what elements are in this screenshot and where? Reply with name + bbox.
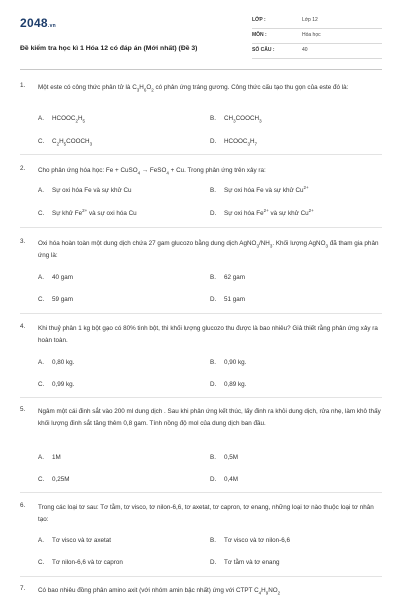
option-text: Sự oxi hóa $Fe^{2+}$ và sự khử $Cu^{2+}$ <box>224 207 314 217</box>
option-text: 0,5M <box>224 454 238 461</box>
meta-value: 40 <box>302 47 308 53</box>
question-divider <box>20 313 382 314</box>
option-letter: D. <box>210 210 217 217</box>
option-letter: C. <box>38 138 45 145</box>
option-letter: B. <box>210 274 216 281</box>
option-a[interactable] <box>38 274 73 281</box>
option-d[interactable] <box>210 138 257 145</box>
option-letter: D. <box>210 559 217 566</box>
option-letter: A. <box>38 359 44 366</box>
question-divider <box>20 576 382 577</box>
option-letter: C. <box>38 210 45 217</box>
option-text: Sự oxi hóa Fe và sự khử $Cu^{2+}$ <box>224 184 309 194</box>
option-b[interactable] <box>210 359 246 366</box>
option-text: 1M <box>52 454 61 461</box>
site-logo[interactable] <box>20 16 56 30</box>
option-c[interactable] <box>38 296 73 303</box>
option-c[interactable] <box>38 138 92 145</box>
meta-row-count <box>252 44 382 59</box>
option-text: 0,80 kg. <box>52 359 75 366</box>
option-text: 0,89 kg. <box>224 381 247 388</box>
header-divider <box>20 69 382 70</box>
option-a[interactable] <box>38 115 85 122</box>
option-letter: A. <box>38 537 44 544</box>
option-text: $C_2H_5COOCH_3$ <box>52 138 93 147</box>
option-d[interactable] <box>210 296 245 303</box>
option-letter: B. <box>210 454 216 461</box>
meta-key: LỚP : <box>252 17 266 23</box>
option-b[interactable] <box>210 184 309 194</box>
option-letter: C. <box>38 296 45 303</box>
option-text: 0,99 kg. <box>52 381 75 388</box>
question-text: Khi thuỷ phân 1 kg bột gạo có 80% tinh bột, thì khối lượng glucozo thu được là bao nhiêu? Giả thiết rằng phản ứng xảy ra hoàn toàn. <box>38 325 378 344</box>
document-header <box>20 14 382 64</box>
exam-meta-table <box>252 14 382 59</box>
option-c[interactable] <box>38 476 70 483</box>
option-text: 51 gam <box>224 296 246 303</box>
option-b[interactable] <box>210 115 262 122</box>
question-number: 3. <box>20 238 26 245</box>
option-letter: A. <box>38 454 44 461</box>
question-number: 4. <box>20 323 26 330</box>
option-letter: B. <box>210 187 216 194</box>
option-c[interactable] <box>38 559 123 566</box>
option-letter: D. <box>210 381 217 388</box>
question-divider <box>20 397 382 398</box>
option-letter: A. <box>38 274 44 281</box>
option-text: Tơ visco và tơ nilon-6,6 <box>224 537 291 544</box>
option-a[interactable] <box>38 359 74 366</box>
option-d[interactable] <box>210 476 238 483</box>
meta-row-subject <box>252 29 382 44</box>
option-text: $CH_3COOCH_3$ <box>224 115 262 124</box>
question-number: 2. <box>20 165 26 172</box>
meta-value: Hóa học <box>302 32 321 38</box>
option-text: 0,4M <box>224 476 238 483</box>
question-divider <box>20 227 382 228</box>
option-letter: C. <box>38 559 45 566</box>
question-text: Ngâm một cái đinh sắt vào 200 ml dung dịch . Sau khi phản ứng kết thúc, lấy đinh ra khỏi dung dịch, rửa nhẹ, làm khô thấy khối lượng đinh sắt tăng thêm 0,8 gam. Tính nồng độ mol của dung dịch ban đầu. <box>38 408 381 427</box>
option-text: 0,25M <box>52 476 70 483</box>
question-text: Oxi hóa hoàn toàn một dung dịch chứa 27 gam glucozo bằng dung dịch $AgNO_3/NH_3$. Khối lượng AgNO$_3$ đã tham gia phản ứng là: <box>38 240 379 259</box>
option-text: Tơ tằm và tơ enang <box>224 559 280 566</box>
option-letter: A. <box>38 187 44 194</box>
option-letter: D. <box>210 138 217 145</box>
meta-row-class <box>252 14 382 29</box>
option-letter: B. <box>210 359 216 366</box>
option-letter: C. <box>38 476 45 483</box>
option-d[interactable] <box>210 381 246 388</box>
option-text: 0,90 kg. <box>224 359 247 366</box>
option-text: $HCOOC_2H_5$ <box>52 115 86 124</box>
option-text: Tơ nilon-6,6 và tơ capron <box>52 559 123 566</box>
option-b[interactable] <box>210 274 245 281</box>
option-letter: D. <box>210 476 217 483</box>
option-d[interactable] <box>210 559 280 566</box>
logo-suffix: .vn <box>47 23 57 29</box>
option-letter: B. <box>210 115 216 122</box>
option-letter: D. <box>210 296 217 303</box>
question-text: Cho phản ứng hóa học: Fe + CuSO$_4$ → FeSO$_4$ + Cu. Trong phản ứng trên xảy ra: <box>38 167 266 176</box>
option-text: 40 gam <box>52 274 74 281</box>
option-text: 59 gam <box>52 296 74 303</box>
logo-text: 2048 <box>20 16 48 30</box>
option-b[interactable] <box>210 537 290 544</box>
option-a[interactable] <box>38 537 111 544</box>
option-letter: C. <box>38 381 45 388</box>
option-letter: A. <box>38 115 44 122</box>
option-d[interactable] <box>210 207 314 217</box>
option-text: $HCOOC_3H_7$ <box>224 138 258 147</box>
meta-key: MÔN : <box>252 32 267 38</box>
question-number: 6. <box>20 502 26 509</box>
meta-key: SỐ CÂU : <box>252 47 275 53</box>
question-number: 5. <box>20 406 26 413</box>
option-a[interactable] <box>38 187 132 194</box>
option-a[interactable] <box>38 454 61 461</box>
question-divider <box>20 154 382 155</box>
option-c[interactable] <box>38 207 137 217</box>
question-divider <box>20 492 382 493</box>
question-text: Trong các loại tơ sau: Tơ tằm, tơ visco, tơ nilon-6,6, tơ axetat, tơ capron, tơ enang, những loại tơ nào thuộc loại tơ nhân tạo: <box>38 504 374 523</box>
question-text: Một este có công thức phân tử là $C_3H_6O_2$ có phản ứng tráng gương. Công thức cấu tạo thu gọn của este đó là: <box>38 84 349 93</box>
option-c[interactable] <box>38 381 74 388</box>
meta-value: Lớp 12 <box>302 17 318 23</box>
option-letter: B. <box>210 537 216 544</box>
question-text: Có bao nhiêu đồng phân amino axit (với nhóm amin bậc nhất) ứng với CTPT $C_4H_9NO_2$ <box>38 587 281 596</box>
question-number: 1. <box>20 82 26 89</box>
option-text: Tơ visco và tơ axetat <box>52 537 112 544</box>
question-number: 7. <box>20 585 26 592</box>
exam-title: Đề kiểm tra học kì 1 Hóa 12 có đáp án (Mới nhất) (Đề 3) <box>20 45 198 52</box>
option-b[interactable] <box>210 454 238 461</box>
option-text: Sự oxi hóa Fe và sự khử Cu <box>52 187 132 194</box>
option-text: 62 gam <box>224 274 246 281</box>
option-text: Sự khử $Fe^{2+}$ và sự oxi hóa Cu <box>52 207 137 217</box>
